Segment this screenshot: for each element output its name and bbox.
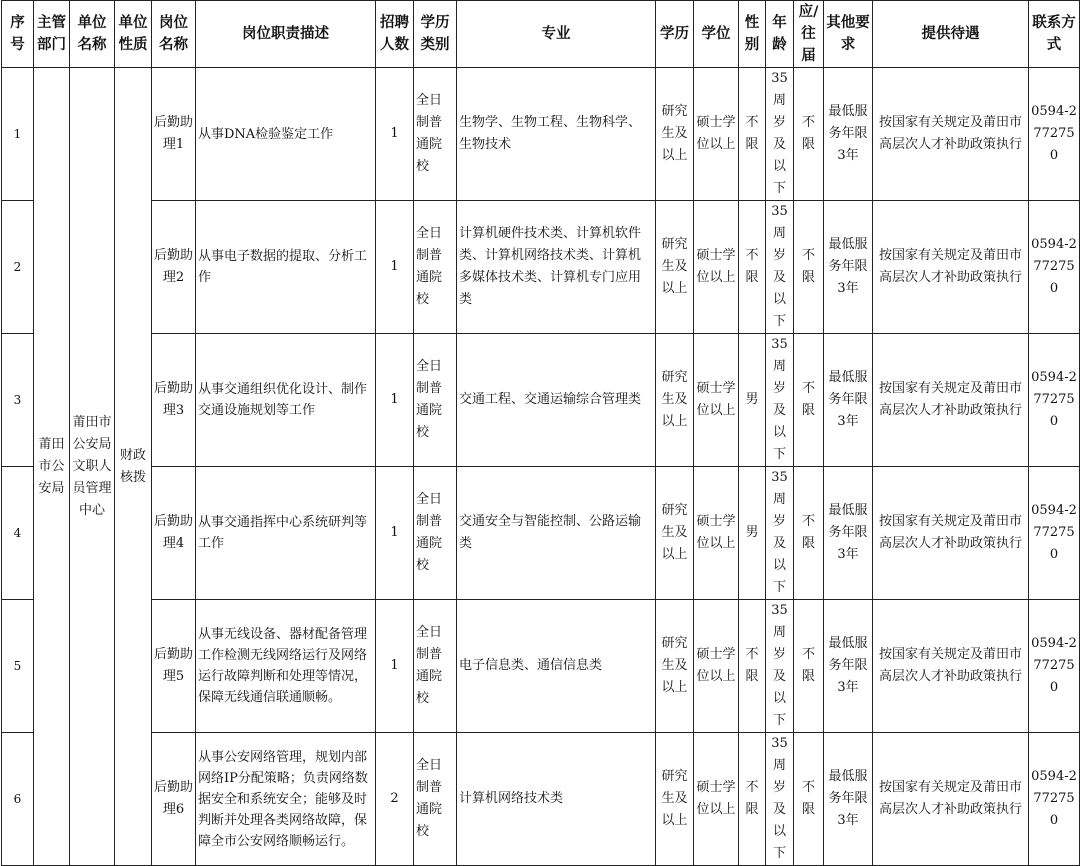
cell-other: 最低服务年限3年: [824, 201, 873, 334]
cell-major: 交通工程、交通运输综合管理类: [457, 334, 656, 467]
header-edu: 学历: [656, 1, 694, 68]
header-benefit: 提供待遇: [873, 1, 1029, 68]
cell-seq: 1: [2, 68, 34, 201]
cell-count: 1: [376, 201, 414, 334]
cell-count: 1: [376, 334, 414, 467]
cell-seq: 6: [2, 733, 34, 866]
cell-contact: 0594-2772750: [1029, 334, 1080, 467]
cell-grad: 不限: [794, 334, 824, 467]
cell-gender: 不限: [739, 733, 766, 866]
cell-grad: 不限: [794, 68, 824, 201]
cell-other: 最低服务年限3年: [824, 68, 873, 201]
cell-benefit: 按国家有关规定及莆田市高层次人才补助政策执行: [873, 68, 1029, 201]
cell-post: 后勤助理1: [152, 68, 196, 201]
cell-degree: 硕士学位以上: [694, 600, 739, 733]
cell-other: 最低服务年限3年: [824, 467, 873, 600]
cell-edu: 研究生及以上: [656, 68, 694, 201]
cell-gender: 男: [739, 467, 766, 600]
cell-duty: 从事公安网络管理，规划内部网络IP分配策略；负责网络数据安全和系统安全；能够及时判断并处理各类网络故障，保障全市公安网络顺畅运行。: [196, 733, 376, 866]
cell-degree: 硕士学位以上: [694, 201, 739, 334]
table-row: [2, 467, 1080, 600]
cell-age: 35周岁及以下: [766, 733, 794, 866]
cell-contact: 0594-2772750: [1029, 733, 1080, 866]
header-row: [2, 1, 1080, 68]
table-row: [2, 733, 1080, 866]
cell-contact: 0594-2772750: [1029, 600, 1080, 733]
header-other: 其他要求: [824, 1, 873, 68]
header-degree: 学位: [694, 1, 739, 68]
cell-degree: 硕士学位以上: [694, 68, 739, 201]
table-row: [2, 600, 1080, 733]
header-gender: 性别: [739, 1, 766, 68]
header-dept: 主管部门: [34, 1, 70, 68]
header-age: 年龄: [766, 1, 794, 68]
cell-post: 后勤助理4: [152, 467, 196, 600]
cell-duty: 从事交通指挥中心系统研判等工作: [196, 467, 376, 600]
table-row: [2, 68, 1080, 201]
cell-age: 35周岁及以下: [766, 201, 794, 334]
cell-seq: 4: [2, 467, 34, 600]
cell-edu: 研究生及以上: [656, 334, 694, 467]
cell-post: 后勤助理5: [152, 600, 196, 733]
table-row: [2, 201, 1080, 334]
header-edu-type: 学历类别: [414, 1, 457, 68]
cell-contact: 0594-2772750: [1029, 467, 1080, 600]
cell-post: 后勤助理3: [152, 334, 196, 467]
cell-major: 电子信息类、通信信息类: [457, 600, 656, 733]
cell-benefit: 按国家有关规定及莆田市高层次人才补助政策执行: [873, 467, 1029, 600]
cell-post: 后勤助理2: [152, 201, 196, 334]
cell-count: 1: [376, 600, 414, 733]
cell-benefit: 按国家有关规定及莆田市高层次人才补助政策执行: [873, 201, 1029, 334]
cell-major: 生物学、生物工程、生物科学、生物技术: [457, 68, 656, 201]
recruitment-table: [1, 0, 1080, 866]
cell-edu-type: 全日制普通院校: [414, 600, 457, 733]
cell-duty: 从事电子数据的提取、分析工作: [196, 201, 376, 334]
cell-grad: 不限: [794, 201, 824, 334]
cell-other: 最低服务年限3年: [824, 733, 873, 866]
cell-gender: 不限: [739, 68, 766, 201]
header-major: 专业: [457, 1, 656, 68]
cell-grad: 不限: [794, 733, 824, 866]
cell-edu-type: 全日制普通院校: [414, 68, 457, 201]
cell-grad: 不限: [794, 467, 824, 600]
cell-edu: 研究生及以上: [656, 600, 694, 733]
cell-major: 交通安全与智能控制、公路运输类: [457, 467, 656, 600]
cell-major: 计算机硬件技术类、计算机软件类、计算机网络技术类、计算机多媒体技术类、计算机专门应用类: [457, 201, 656, 334]
cell-count: 2: [376, 733, 414, 866]
cell-degree: 硕士学位以上: [694, 467, 739, 600]
table-row: [2, 334, 1080, 467]
cell-dept: 莆田市公安局: [34, 68, 70, 866]
cell-duty: 从事DNA检验鉴定工作: [196, 68, 376, 201]
cell-edu-type: 全日制普通院校: [414, 733, 457, 866]
cell-edu-type: 全日制普通院校: [414, 467, 457, 600]
cell-contact: 0594-2772750: [1029, 201, 1080, 334]
cell-benefit: 按国家有关规定及莆田市高层次人才补助政策执行: [873, 334, 1029, 467]
cell-count: 1: [376, 467, 414, 600]
cell-gender: 男: [739, 334, 766, 467]
cell-seq: 3: [2, 334, 34, 467]
header-post: 岗位名称: [152, 1, 196, 68]
cell-unit: 莆田市公安局文职人员管理中心: [70, 68, 115, 866]
cell-age: 35周岁及以下: [766, 600, 794, 733]
cell-major: 计算机网络技术类: [457, 733, 656, 866]
header-seq: 序号: [2, 1, 34, 68]
cell-degree: 硕士学位以上: [694, 334, 739, 467]
cell-post: 后勤助理6: [152, 733, 196, 866]
cell-contact: 0594-2772750: [1029, 68, 1080, 201]
cell-degree: 硕士学位以上: [694, 733, 739, 866]
cell-benefit: 按国家有关规定及莆田市高层次人才补助政策执行: [873, 733, 1029, 866]
cell-edu: 研究生及以上: [656, 733, 694, 866]
header-grad: 应/往届: [794, 1, 824, 68]
cell-edu: 研究生及以上: [656, 201, 694, 334]
header-unit-type: 单位性质: [115, 1, 152, 68]
cell-other: 最低服务年限3年: [824, 334, 873, 467]
header-contact: 联系方式: [1029, 1, 1080, 68]
cell-other: 最低服务年限3年: [824, 600, 873, 733]
cell-age: 35周岁及以下: [766, 467, 794, 600]
header-count: 招聘人数: [376, 1, 414, 68]
cell-seq: 2: [2, 201, 34, 334]
cell-age: 35周岁及以下: [766, 334, 794, 467]
cell-age: 35周岁及以下: [766, 68, 794, 201]
header-duty: 岗位职责描述: [196, 1, 376, 68]
cell-gender: 不限: [739, 201, 766, 334]
cell-seq: 5: [2, 600, 34, 733]
cell-edu-type: 全日制普通院校: [414, 201, 457, 334]
cell-gender: 不限: [739, 600, 766, 733]
cell-unit-type: 财政核拨: [115, 68, 152, 866]
cell-duty: 从事无线设备、器材配备管理工作检测无线网络运行及网络运行故障判断和处理等情况，保障无线通信联通顺畅。: [196, 600, 376, 733]
cell-benefit: 按国家有关规定及莆田市高层次人才补助政策执行: [873, 600, 1029, 733]
cell-edu-type: 全日制普通院校: [414, 334, 457, 467]
cell-duty: 从事交通组织优化设计、制作交通设施规划等工作: [196, 334, 376, 467]
header-unit: 单位名称: [70, 1, 115, 68]
cell-count: 1: [376, 68, 414, 201]
cell-grad: 不限: [794, 600, 824, 733]
cell-edu: 研究生及以上: [656, 467, 694, 600]
